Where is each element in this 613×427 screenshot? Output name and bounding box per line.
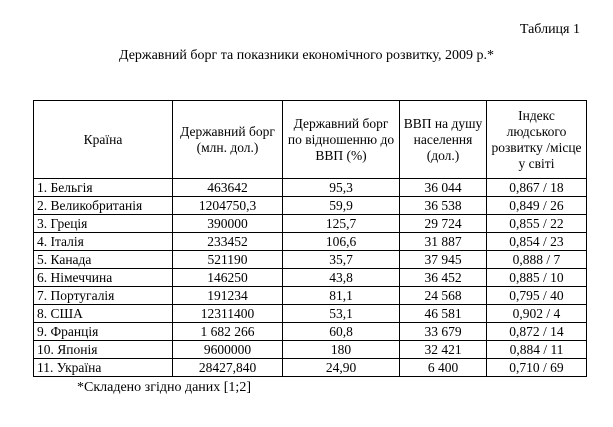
debt-cell: 191234 <box>173 287 283 305</box>
debt-cell: 463642 <box>173 179 283 197</box>
table-row <box>34 215 587 233</box>
table-row <box>34 233 587 251</box>
debt-cell: 233452 <box>173 233 283 251</box>
debt-table <box>33 100 587 377</box>
debt-cell: 521190 <box>173 251 283 269</box>
gdp-per-capita-cell: 29 724 <box>400 215 487 233</box>
hdi-cell: 0,854 / 23 <box>487 233 587 251</box>
gdp-per-capita-cell: 36 044 <box>400 179 487 197</box>
header-hdi: Індекс людського розвитку /місце у світі <box>487 101 587 179</box>
debt-cell: 390000 <box>173 215 283 233</box>
debt-cell: 1 682 266 <box>173 323 283 341</box>
header-debt-to-gdp: Державний борг по відношенню до ВВП (%) <box>283 101 400 179</box>
debt-to-gdp-cell: 81,1 <box>283 287 400 305</box>
table-row <box>34 359 587 377</box>
table-label: Таблиця 1 <box>519 22 580 37</box>
table-row <box>34 269 587 287</box>
hdi-cell: 0,855 / 22 <box>487 215 587 233</box>
country-cell: 7. Португалія <box>34 287 173 305</box>
gdp-per-capita-cell: 24 568 <box>400 287 487 305</box>
debt-cell: 146250 <box>173 269 283 287</box>
hdi-cell: 0,872 / 14 <box>487 323 587 341</box>
table-body <box>34 179 587 377</box>
hdi-cell: 0,888 / 7 <box>487 251 587 269</box>
debt-cell: 9600000 <box>173 341 283 359</box>
country-cell: 11. Україна <box>34 359 173 377</box>
debt-cell: 1204750,3 <box>173 197 283 215</box>
hdi-cell: 0,795 / 40 <box>487 287 587 305</box>
debt-to-gdp-cell: 59,9 <box>283 197 400 215</box>
table-row <box>34 197 587 215</box>
gdp-per-capita-cell: 36 538 <box>400 197 487 215</box>
debt-to-gdp-cell: 125,7 <box>283 215 400 233</box>
country-cell: 5. Канада <box>34 251 173 269</box>
country-cell: 8. США <box>34 305 173 323</box>
table-row <box>34 179 587 197</box>
table-row <box>34 287 587 305</box>
debt-to-gdp-cell: 53,1 <box>283 305 400 323</box>
country-cell: 9. Франція <box>34 323 173 341</box>
debt-cell: 28427,840 <box>173 359 283 377</box>
hdi-cell: 0,885 / 10 <box>487 269 587 287</box>
gdp-per-capita-cell: 46 581 <box>400 305 487 323</box>
gdp-per-capita-cell: 33 679 <box>400 323 487 341</box>
gdp-per-capita-cell: 37 945 <box>400 251 487 269</box>
header-row <box>34 101 587 179</box>
table-row <box>34 305 587 323</box>
hdi-cell: 0,710 / 69 <box>487 359 587 377</box>
country-cell: 2. Великобританія <box>34 197 173 215</box>
table-row <box>34 341 587 359</box>
debt-to-gdp-cell: 35,7 <box>283 251 400 269</box>
country-cell: 3. Греція <box>34 215 173 233</box>
table-row <box>34 251 587 269</box>
gdp-per-capita-cell: 31 887 <box>400 233 487 251</box>
debt-to-gdp-cell: 106,6 <box>283 233 400 251</box>
hdi-cell: 0,902 / 4 <box>487 305 587 323</box>
gdp-per-capita-cell: 32 421 <box>400 341 487 359</box>
header-debt: Державний борг (млн. дол.) <box>173 101 283 179</box>
debt-to-gdp-cell: 60,8 <box>283 323 400 341</box>
hdi-cell: 0,867 / 18 <box>487 179 587 197</box>
country-cell: 6. Німеччина <box>34 269 173 287</box>
debt-cell: 12311400 <box>173 305 283 323</box>
hdi-cell: 0,849 / 26 <box>487 197 587 215</box>
gdp-per-capita-cell: 36 452 <box>400 269 487 287</box>
document-title: Державний борг та показники економічного розвитку, 2009 р.* <box>118 48 495 63</box>
table-row <box>34 323 587 341</box>
debt-to-gdp-cell: 95,3 <box>283 179 400 197</box>
footnote: *Складено згідно даних [1;2] <box>77 380 251 395</box>
hdi-cell: 0,884 / 11 <box>487 341 587 359</box>
debt-to-gdp-cell: 43,8 <box>283 269 400 287</box>
gdp-per-capita-cell: 6 400 <box>400 359 487 377</box>
country-cell: 4. Італія <box>34 233 173 251</box>
debt-to-gdp-cell: 180 <box>283 341 400 359</box>
header-country: Країна <box>34 101 173 179</box>
country-cell: 1. Бельгія <box>34 179 173 197</box>
debt-to-gdp-cell: 24,90 <box>283 359 400 377</box>
header-gdp-per-capita: ВВП на душу населення (дол.) <box>400 101 487 179</box>
country-cell: 10. Японія <box>34 341 173 359</box>
